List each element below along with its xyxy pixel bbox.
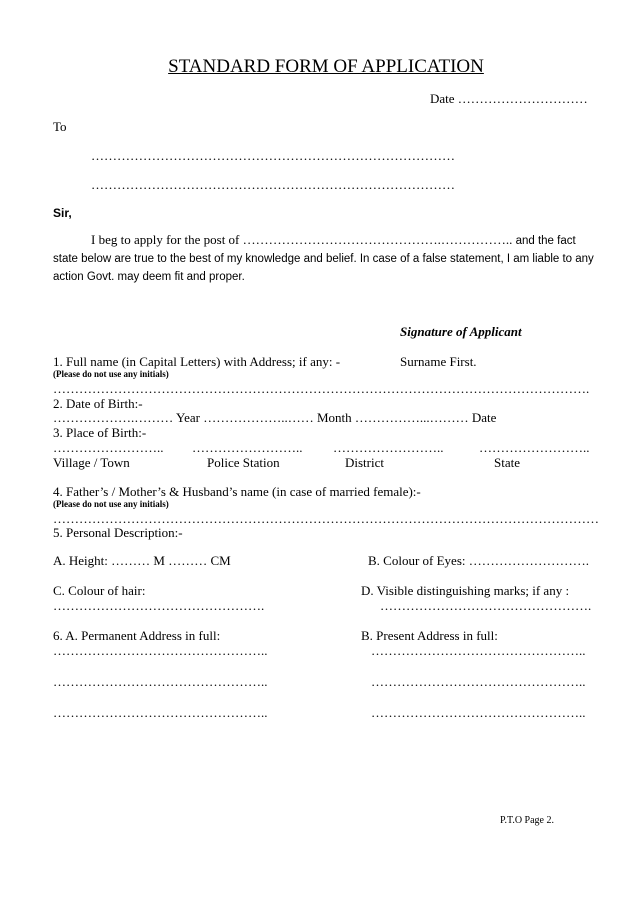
village-caption: Village / Town (53, 455, 130, 470)
personal-description-label: 5. Personal Description:- (53, 525, 183, 540)
full-name-label: 1. Full name (in Capital Letters) with Address; if any: - (53, 354, 341, 369)
height-field: A. Height: ……… M ……… CM (53, 553, 231, 568)
district-line: …………………….. (333, 440, 444, 455)
full-name-line: ……………………………………………………………………………………………………………. (53, 381, 590, 396)
eye-colour-field: B. Colour of Eyes: ………………………. (368, 553, 589, 568)
to-line-2: ………………………………………………………………………… (91, 177, 455, 192)
parent-name-line: ……………………………………………………………………………………………………………… (53, 511, 599, 526)
present-address-line-3: ………………………………………….. (371, 705, 586, 720)
post-applied-line: I beg to apply for the post of ……………………………………….…………….. (91, 232, 513, 247)
state-caption: State (494, 455, 520, 470)
parent-no-initials-note: (Please do not use any initials) (53, 499, 169, 509)
application-paragraph (53, 231, 601, 286)
permanent-address-line-3: ………………………………………….. (53, 705, 268, 720)
village-line: …………………….. (53, 440, 164, 455)
permanent-address-line-2: ………………………………………….. (53, 674, 268, 689)
hair-colour-label: C. Colour of hair: (53, 583, 146, 598)
date-field: Date ………………………… (430, 91, 588, 106)
police-station-caption: Police Station (207, 455, 280, 470)
state-line: …………………….. (479, 440, 590, 455)
distinguishing-marks-label: D. Visible distinguishing marks; if any : (361, 583, 570, 598)
salutation: Sir, (53, 206, 72, 220)
present-address-label: B. Present Address in full: (361, 628, 498, 643)
police-station-line: …………………….. (192, 440, 303, 455)
place-of-birth-label: 3. Place of Birth:- (53, 425, 147, 440)
form-title: STANDARD FORM OF APPLICATION (168, 56, 484, 77)
no-initials-note: (Please do not use any initials) (53, 369, 169, 379)
signature-label: Signature of Applicant (400, 324, 522, 339)
permanent-address-line-1: ………………………………………….. (53, 643, 268, 658)
dob-line: ……………….……… Year ………………..…… Month ……………...……… Date (53, 410, 497, 425)
declaration-text: and the fact state below are true to the best of my knowledge and belief. In case of a false statement, I am liable to any action Govt. may deem fit and proper. (53, 235, 594, 283)
surname-first-note: Surname First. (400, 354, 477, 369)
present-address-line-1: ………………………………………….. (371, 643, 586, 658)
to-line-1: ………………………………………………………………………… (91, 148, 455, 163)
hair-colour-line: …………………………………………. (53, 598, 265, 613)
present-address-line-2: ………………………………………….. (371, 674, 586, 689)
to-label: To (53, 119, 67, 134)
parent-name-label: 4. Father’s / Mother’s & Husband’s name (in case of married female):- (53, 484, 421, 499)
dob-label: 2. Date of Birth:- (53, 396, 143, 411)
district-caption: District (345, 455, 384, 470)
page-footer: P.T.O Page 2. (500, 815, 554, 826)
distinguishing-marks-line: …………………………………………. (380, 598, 592, 613)
permanent-address-label: 6. A. Permanent Address in full: (53, 628, 221, 643)
